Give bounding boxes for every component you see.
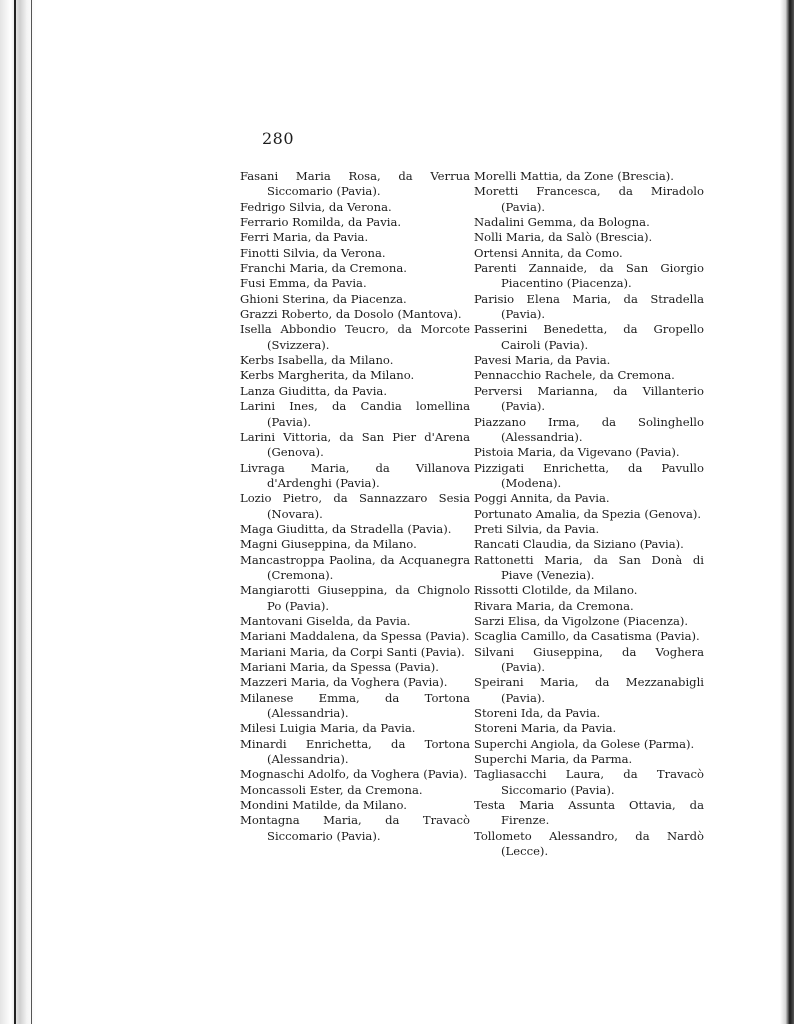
student-entry: Mondini Matilde, da Milano. — [240, 798, 407, 813]
student-entry: Portunato Amalia, da Spezia (Genova). — [474, 506, 702, 521]
right-name-column — [474, 169, 704, 859]
student-entry: Finotti Silvia, da Verona. — [240, 245, 386, 260]
student-entry: Perversi Marianna, da Villanterio (Pavia). — [474, 383, 704, 414]
student-entry: Testa Maria Assunta Ottavia, da Firenze. — [474, 798, 704, 828]
student-entry: Mantovani Giselda, da Pavia. — [240, 613, 411, 628]
student-entry: Pistoia Maria, da Vigevano (Pavia). — [474, 445, 680, 460]
student-entry: Kerbs Margherita, da Milano. — [240, 368, 415, 383]
student-entry: Ghioni Sterina, da Piacenza. — [240, 291, 407, 306]
student-entry: Lozio Pietro, da Sannazzaro Sesia (Novara). — [240, 491, 470, 521]
student-entry: Superchi Maria, da Parma. — [474, 752, 633, 767]
student-entry: Rancati Claudia, da Siziano (Pavia). — [474, 537, 684, 552]
student-entry: Sarzi Elisa, da Vigolzone (Piacenza). — [474, 613, 689, 628]
student-entry: Lanza Giuditta, da Pavia. — [240, 383, 388, 398]
student-entry: Mazzeri Maria, da Voghera (Pavia). — [240, 675, 448, 690]
student-entry: Mangiarotti Giuseppina, da Chignolo Po (Pavia). — [240, 583, 470, 613]
student-entry: Poggi Annita, da Pavia. — [474, 491, 610, 506]
student-entry: Mariani Maria, da Spessa (Pavia). — [240, 660, 439, 674]
student-entry: Piazzano Irma, da Solinghello (Alessandria). — [474, 414, 704, 444]
student-entry: Storeni Maria, da Pavia. — [474, 721, 617, 736]
student-entry: Fusi Emma, da Pavia. — [240, 276, 367, 291]
student-entry: Nolli Maria, da Salò (Brescia). — [474, 230, 653, 245]
student-entry: Scaglia Camillo, da Casatisma (Pavia). — [474, 629, 700, 644]
student-entry: Milesi Luigia Maria, da Pavia. — [240, 721, 416, 736]
student-entry: Ferri Maria, da Pavia. — [240, 230, 369, 245]
page-right-edge-shadow — [780, 0, 794, 1024]
student-entry: Fedrigo Silvia, da Verona. — [240, 199, 392, 214]
binding-edge-line — [14, 0, 16, 1024]
student-entry: Montagna Maria, da Travacò Siccomario (Pavia). — [240, 813, 470, 843]
student-entry: Pennacchio Rachele, da Cremona. — [474, 368, 675, 383]
binding-edge-line-inner — [31, 0, 32, 1024]
student-entry: Moncassoli Ester, da Cremona. — [240, 782, 423, 797]
student-entry: Minardi Enrichetta, da Tortona (Alessandria). — [240, 736, 470, 767]
student-entry: Larini Vittoria, da San Pier d'Arena (Genova). — [240, 429, 470, 460]
student-entry: Fasani Maria Rosa, da Verrua Siccomario (Pavia). — [240, 169, 470, 199]
student-entry: Superchi Angiola, da Golese (Parma). — [474, 736, 695, 751]
student-entry: Speirani Maria, da Mezzanabigli (Pavia). — [474, 675, 704, 705]
student-entry: Grazzi Roberto, da Dosolo (Mantova). — [240, 307, 462, 322]
student-entry: Maga Giuditta, da Stradella (Pavia). — [240, 521, 452, 536]
student-entry: Storeni Ida, da Pavia. — [474, 706, 601, 721]
student-entry: Parisio Elena Maria, da Stradella (Pavia). — [474, 291, 704, 322]
student-entry: Livraga Maria, da Villanova d'Ardenghi (Pavia). — [240, 460, 470, 490]
student-entry: Rivara Maria, da Cremona. — [474, 598, 634, 613]
student-entry: Pizzigati Enrichetta, da Pavullo (Modena). — [474, 460, 704, 490]
student-entry: Pavesi Maria, da Pavia. — [474, 353, 611, 368]
student-entry: Larini Ines, da Candia lomellina (Pavia). — [240, 399, 470, 429]
student-entry: Mancastroppa Paolina, da Acquanegra (Cremona). — [240, 552, 470, 582]
student-entry: Moretti Francesca, da Miradolo (Pavia). — [474, 184, 704, 214]
student-entry: Kerbs Isabella, da Milano. — [240, 353, 394, 368]
student-entry: Ortensi Annita, da Como. — [474, 245, 623, 260]
student-entry: Franchi Maria, da Cremona. — [240, 261, 407, 276]
student-entry: Silvani Giuseppina, da Voghera (Pavia). — [474, 644, 704, 674]
student-entry: Isella Abbondio Teucro, da Morcote (Svizzera). — [240, 322, 470, 352]
left-name-column — [240, 169, 470, 844]
student-entry: Magni Giuseppina, da Milano. — [240, 537, 417, 552]
student-entry: Passerini Benedetta, da Gropello Cairoli (Pavia). — [474, 322, 704, 352]
student-entry: Preti Silvia, da Pavia. — [474, 521, 600, 536]
student-entry: Tollometo Alessandro, da Nardò (Lecce). — [474, 828, 704, 859]
student-entry: Nadalini Gemma, da Bologna. — [474, 215, 650, 230]
student-entry: Milanese Emma, da Tortona (Alessandria). — [240, 690, 470, 721]
student-entry: Parenti Zannaide, da San Giorgio Piacentino (Piacenza). — [474, 261, 704, 291]
student-entry: Mariani Maria, da Corpi Santi (Pavia). — [240, 644, 465, 659]
student-entry: Ferrario Romilda, da Pavia. — [240, 215, 402, 230]
student-entry: Morelli Mattia, da Zone (Brescia). — [474, 169, 674, 183]
student-entry: Mognaschi Adolfo, da Voghera (Pavia). — [240, 767, 468, 782]
page-number: 280 — [262, 129, 295, 148]
student-entry: Rissotti Clotilde, da Milano. — [474, 583, 638, 598]
student-entry: Rattonetti Maria, da San Donà di Piave (Venezia). — [474, 552, 704, 582]
student-entry: Mariani Maddalena, da Spessa (Pavia). — [240, 629, 470, 644]
student-entry: Tagliasacchi Laura, da Travacò Siccomario (Pavia). — [474, 767, 704, 797]
